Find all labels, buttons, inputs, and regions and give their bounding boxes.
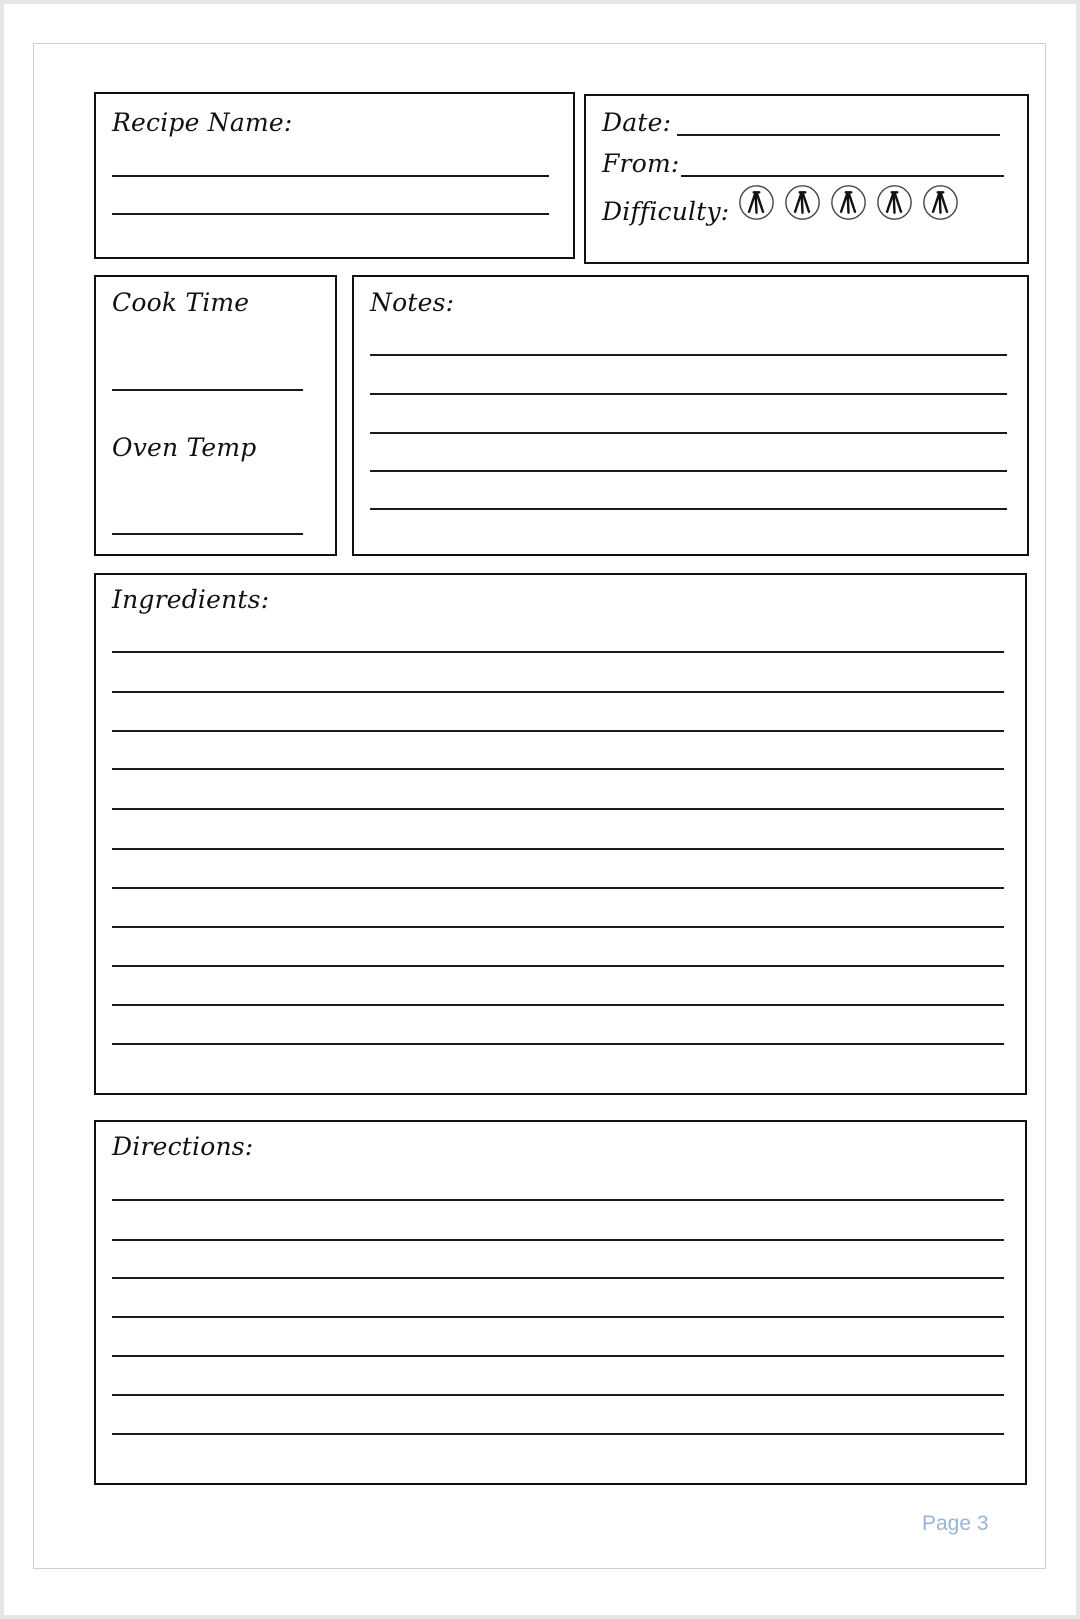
directions-line[interactable]: [112, 1394, 1004, 1396]
date-label: Date:: [602, 108, 672, 137]
recipe-name-line-2[interactable]: [112, 213, 549, 215]
whisk-icon[interactable]: [922, 184, 959, 221]
ingredients-line[interactable]: [112, 965, 1004, 967]
cook-time-label: Cook Time: [112, 288, 250, 317]
notes-box: [352, 275, 1029, 556]
directions-line[interactable]: [112, 1239, 1004, 1241]
whisk-icon[interactable]: [876, 184, 913, 221]
directions-line[interactable]: [112, 1199, 1004, 1201]
notes-line[interactable]: [370, 354, 1007, 356]
cook-time-line[interactable]: [112, 389, 303, 391]
cook-time-oven-temp-box: [94, 275, 337, 556]
directions-line[interactable]: [112, 1277, 1004, 1279]
whisk-icon[interactable]: [738, 184, 775, 221]
from-line[interactable]: [681, 175, 1004, 177]
oven-temp-line[interactable]: [112, 533, 303, 535]
difficulty-label: Difficulty:: [602, 197, 730, 226]
notes-line[interactable]: [370, 470, 1007, 472]
ingredients-line[interactable]: [112, 651, 1004, 653]
whisk-icon[interactable]: [784, 184, 821, 221]
ingredients-line[interactable]: [112, 848, 1004, 850]
ingredients-line[interactable]: [112, 691, 1004, 693]
directions-line[interactable]: [112, 1433, 1004, 1435]
directions-box: [94, 1120, 1027, 1485]
directions-label: Directions:: [112, 1132, 254, 1161]
directions-line[interactable]: [112, 1355, 1004, 1357]
notes-line[interactable]: [370, 508, 1007, 510]
oven-temp-label: Oven Temp: [112, 433, 257, 462]
ingredients-label: Ingredients:: [112, 585, 270, 614]
ingredients-line[interactable]: [112, 926, 1004, 928]
ingredients-line[interactable]: [112, 730, 1004, 732]
ingredients-line[interactable]: [112, 768, 1004, 770]
notes-line[interactable]: [370, 393, 1007, 395]
date-line[interactable]: [677, 134, 1000, 136]
recipe-name-line-1[interactable]: [112, 175, 549, 177]
from-label: From:: [602, 149, 680, 178]
notes-line[interactable]: [370, 432, 1007, 434]
ingredients-line[interactable]: [112, 1043, 1004, 1045]
page-number: Page 3: [922, 1512, 989, 1535]
difficulty-rating[interactable]: [738, 184, 959, 221]
ingredients-line[interactable]: [112, 808, 1004, 810]
ingredients-line[interactable]: [112, 887, 1004, 889]
notes-label: Notes:: [370, 288, 455, 317]
recipe-name-label: Recipe Name:: [112, 108, 293, 137]
ingredients-line[interactable]: [112, 1004, 1004, 1006]
directions-line[interactable]: [112, 1316, 1004, 1318]
whisk-icon[interactable]: [830, 184, 867, 221]
